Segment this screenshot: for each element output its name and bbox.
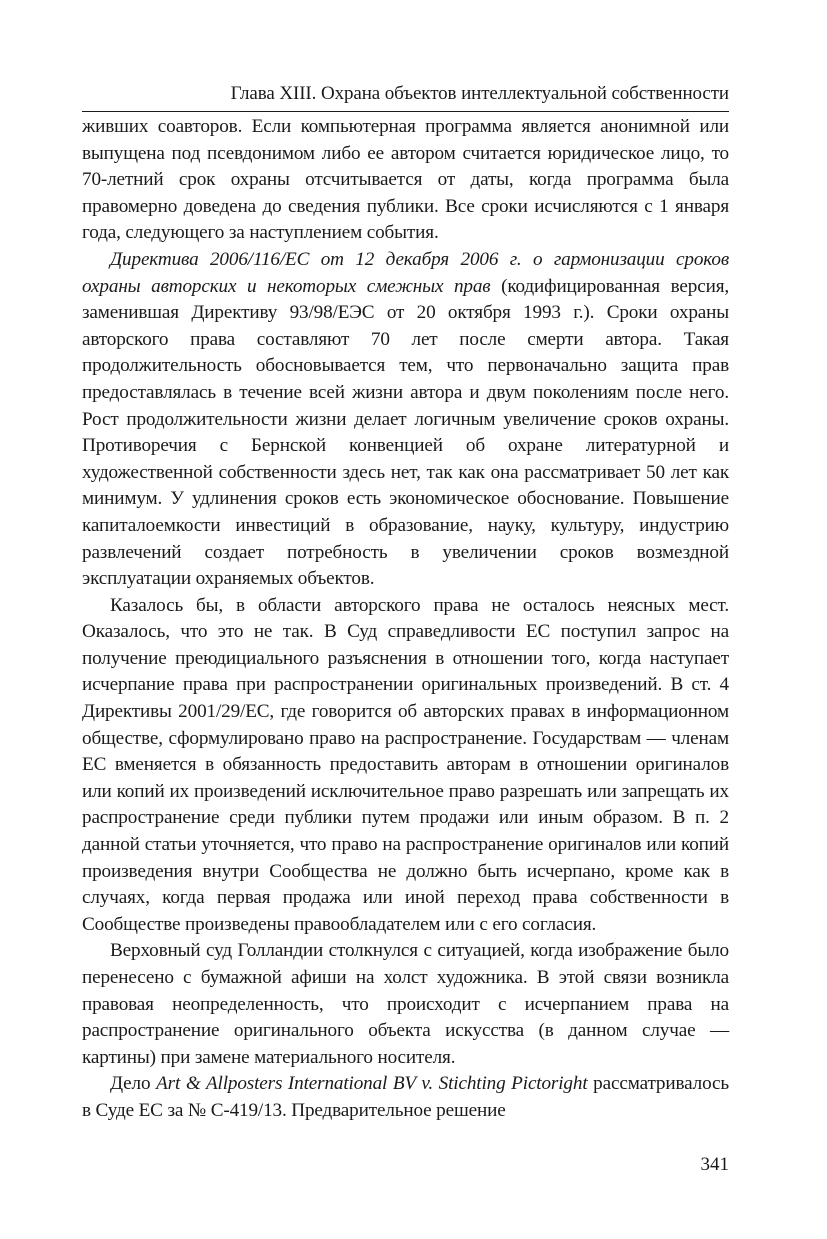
- directive-title: Директива 2006/116/ЕС от 12 декабря 2006 г. о гармонизации сроков охраны авторских и некоторых смежных прав: [82, 248, 729, 297]
- page-number: 341: [700, 1154, 729, 1175]
- body-text: [82, 114, 729, 1125]
- paragraph-4-text: Верховный суд Голландии столкнулся с ситуацией, когда изображение было перенесено с бумажной афиши на холст художника. В этой связи возникла правовая неопределенность, что происходит с исчерпанием права на распространение оригинального объекта искусства (в данном случае — картины) при замене материального носителя.: [82, 940, 729, 1068]
- paragraph-1-text: живших соавторов. Если компьютерная программа является анонимной или выпущена под псевдонимом либо ее автором считается юридическое лицо, то 70-летний срок охраны отсчитывается от даты, когда программа была правомерно доведена до сведения публики. Все сроки исчисляются с 1 января года, следующего за наступлением события.: [82, 116, 729, 244]
- running-head: Глава XIII. Охрана объектов интеллектуальной собственности: [230, 83, 729, 104]
- paragraph-3: [82, 593, 729, 939]
- case-title: Art & Allposters International BV v. Stichting Pictoright: [156, 1073, 588, 1095]
- paragraph-1: [82, 114, 729, 247]
- paragraph-2: [82, 247, 729, 593]
- paragraph-4: [82, 938, 729, 1071]
- header-rule: [82, 111, 729, 112]
- paragraph-2-text: (кодифицированная версия, заменившая Директиву 93/98/ЕЭС от 20 октября 1993 г.). Сроки охраны авторского права составляют 70 лет после смерти автора. Такая продолжительность обосновывается тем, что первоначально защита прав предоставлялась в течение всей жизни автора и двум поколениям после него. Рост продолжительности жизни делает логичным увеличение сроков охраны. Противоречия с Бернской конвенцией об охране литературной и художественной собственности здесь нет, так как она рассматривает 50 лет как минимум. У удлинения сроков есть экономическое обоснование. Повышение капиталоемкости инвестиций в образование, науку, культуру, индустрию развлечений создает потребность в увеличении сроков возмездной эксплуатации охраняемых объектов.: [82, 275, 730, 590]
- paragraph-5-text: рассматривалось в Суде ЕС за № С-419/13. Предварительное решение: [82, 1073, 729, 1121]
- paragraph-5-lead: Дело: [110, 1073, 157, 1095]
- paragraph-5: [82, 1071, 729, 1124]
- paragraph-3-text: Казалось бы, в области авторского права не осталось неясных мест. Оказалось, что это не так. В Суд справедливости ЕС поступил запрос на получение преюдициального разъяснения в отношении того, когда наступает исчерпание права при распространении оригинальных произведений. В ст. 4 Директивы 2001/29/ЕС, где говорится об авторских правах в информационном обществе, сформулировано право на распространение. Государствам — членам ЕС вменяется в обязанность предоставить авторам в отношении оригиналов или копий их произведений исключительное право разрешать или запрещать их распространение среди публики путем продажи или иным образом. В п. 2 данной статьи уточняется, что право на распространение оригиналов или копий произведения внутри Сообщества не должно быть исчерпано, кроме как в случаях, когда первая продажа или иной переход права собственности в Сообществе произведены правообладателем или с его согласия.: [82, 594, 729, 935]
